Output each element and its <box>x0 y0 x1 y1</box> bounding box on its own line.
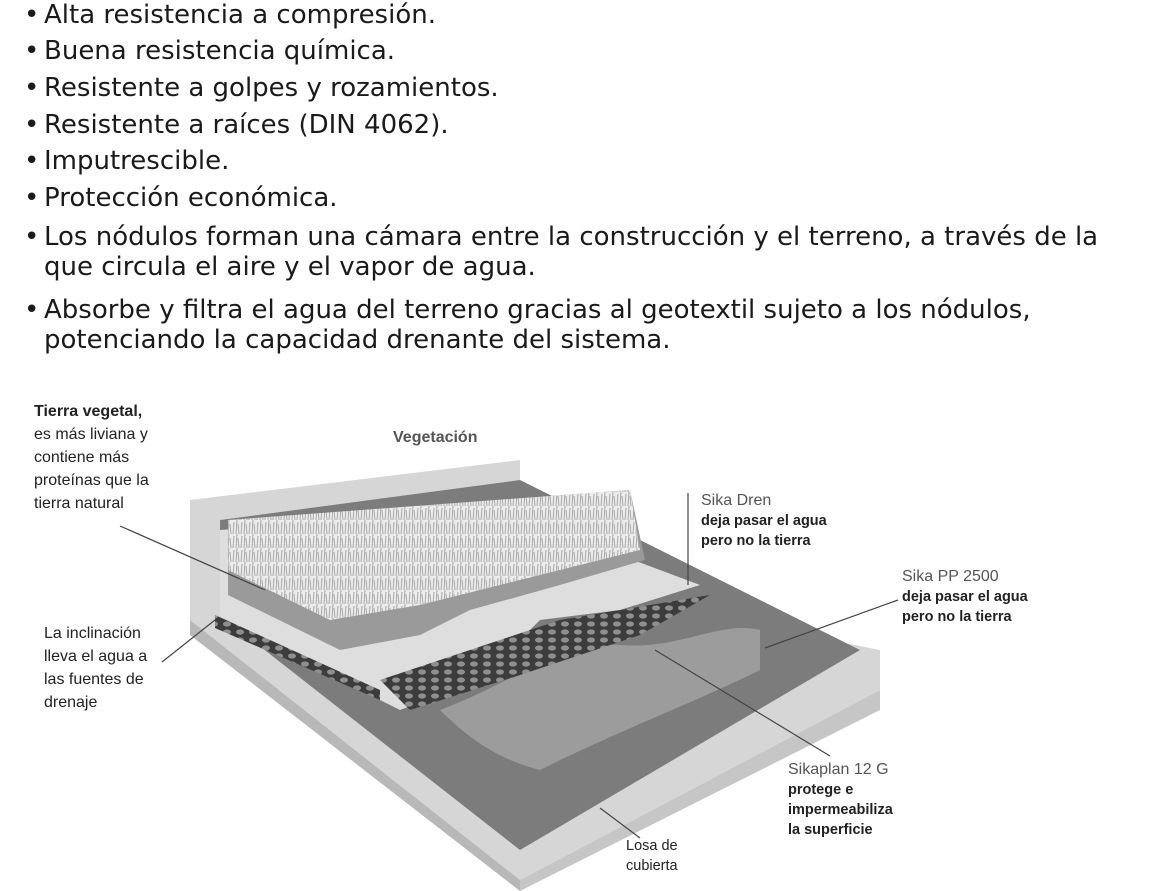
roof-garden-diagram <box>0 380 1150 891</box>
bullet-icon: • <box>24 183 40 213</box>
bullet-icon: • <box>24 146 40 176</box>
label-losa-cubierta: Losa de cubierta <box>626 838 678 874</box>
label-sikaplan-12g: Sikaplan 12 G protege e impermeabiliza la superficie <box>788 761 893 838</box>
label-sika-pp-2500: Sika PP 2500 deja pasar el agua pero no la tierra <box>902 568 1028 625</box>
label-sika-dren: Sika Dren deja pasar el agua pero no la tierra <box>701 492 827 549</box>
bullet-icon: • <box>24 295 40 325</box>
feature-item: • Alta resistencia a compresión. <box>24 0 436 30</box>
feature-item: • Protección económica. <box>24 183 338 213</box>
feature-item: • Imputrescible. <box>24 146 230 176</box>
feature-item: • Absorbe y filtra el agua del terreno gracias al geotextil sujeto a los nódulos, potenciando la capacidad drenante del sistema. <box>24 295 1031 355</box>
bullet-icon: • <box>24 222 40 252</box>
bullet-icon: • <box>24 36 40 66</box>
bullet-icon: • <box>24 0 40 30</box>
feature-item: • Los nódulos forman una cámara entre la construcción y el terreno, a través de la que circula el aire y el vapor de agua. <box>24 222 1099 282</box>
layers-illustration <box>0 380 1150 891</box>
feature-item: • Resistente a raíces (DIN 4062). <box>24 110 449 140</box>
bullet-icon: • <box>24 73 40 103</box>
bullet-icon: • <box>24 110 40 140</box>
label-tierra-vegetal: Tierra vegetal, es más liviana y contiene más proteínas que la tierra natural <box>34 403 149 512</box>
feature-item: • Resistente a golpes y rozamientos. <box>24 73 499 103</box>
label-inclinacion: La inclinación lleva el agua a las fuentes de drenaje <box>44 625 148 711</box>
label-vegetacion: Vegetación <box>393 429 478 446</box>
feature-item: • Buena resistencia química. <box>24 36 396 66</box>
